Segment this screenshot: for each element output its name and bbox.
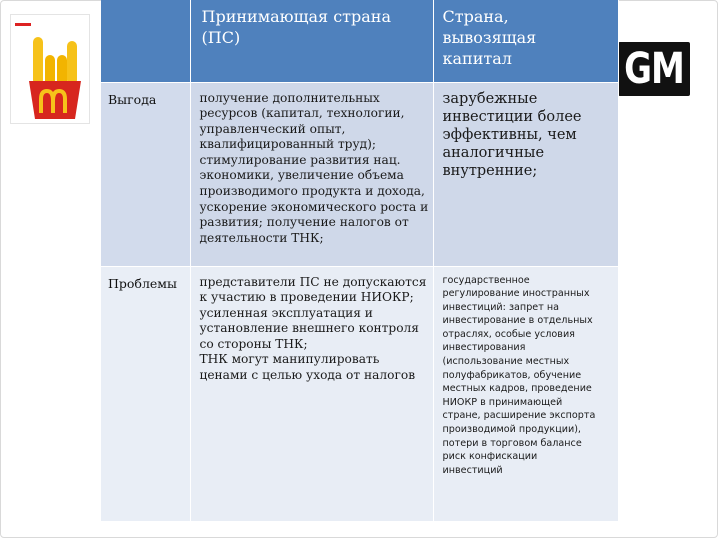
cell-line: внутренние; [442, 162, 538, 179]
header-host-line: (ПС) [201, 28, 241, 47]
cell-line: представители ПС не допускаются [199, 274, 427, 289]
cell-line: инвестирования [442, 342, 526, 354]
cell-line: регулирование иностранных [442, 288, 590, 300]
cell-line: (использование местных [442, 356, 570, 368]
cell-line: инвестиций [442, 464, 503, 476]
cell-line: усиленная эксплуатация и [199, 305, 373, 320]
cell-line: ускорение экономического роста и [199, 199, 429, 214]
table-header-row [101, 0, 618, 82]
benefit-host-cell [190, 82, 433, 266]
problems-host-cell [190, 266, 433, 521]
header-exporting-country [433, 0, 618, 82]
cell-line: риск конфискации [442, 451, 538, 463]
cell-line: стимулирование развития нац. [199, 152, 401, 167]
comparison-table [101, 0, 619, 522]
cell-line: квалифицированный труд); [199, 137, 377, 152]
gm-logo-text: GM [624, 44, 684, 94]
table-row-benefit [101, 82, 618, 266]
cell-line: зарубежные [442, 90, 538, 107]
cell-line: ТНК могут манипулировать [199, 352, 380, 367]
cell-line: эффективны, чем [442, 126, 577, 143]
cell-line: полуфабрикатов, обучение [442, 369, 582, 381]
cell-line: местных кадров, проведение [442, 383, 592, 395]
cell-line: потери в торговом балансе [442, 437, 582, 449]
cell-line: к участию в проведении НИОКР; [199, 290, 414, 305]
header-exporter-line: капитал [442, 49, 512, 68]
row-label-problems: Проблемы [108, 275, 177, 291]
header-host-line: Принимающая страна [201, 7, 391, 26]
cell-line: развития; получение налогов от [199, 215, 409, 230]
problems-exporter-cell [433, 266, 618, 521]
cell-line: инвестирование в отдельных [442, 315, 593, 327]
cell-line: государственное [442, 274, 530, 286]
benefit-exporter-cell [433, 82, 618, 266]
cell-line: получение дополнительных [199, 90, 380, 105]
cell-line: стране, расширение экспорта [442, 410, 596, 422]
cell-line: НИОКР в принимающей [442, 396, 563, 408]
cell-line: деятельности ТНК; [199, 230, 324, 245]
row-label-cell [101, 266, 190, 521]
cell-line: управленческий опыт, [199, 121, 346, 136]
cell-line: ресурсов (капитал, технологии, [199, 106, 405, 121]
cell-line: инвестиции более [442, 108, 582, 125]
mcdonalds-logo [10, 14, 90, 124]
header-host-country [190, 0, 433, 82]
fries-hand-icon [11, 15, 91, 125]
cell-line: производимой продукции), [442, 424, 581, 436]
header-empty-cell [101, 0, 190, 82]
row-label-benefit: Выгода [108, 91, 157, 107]
cell-line: со стороны ТНК; [199, 336, 308, 351]
cell-line: инвестиций: запрет на [442, 301, 559, 313]
cell-line: производимого продукта и дохода, [199, 184, 425, 199]
gm-logo [618, 42, 690, 96]
cell-line: ценами с целью ухода от налогов [199, 368, 416, 383]
table-row-problems [101, 266, 618, 521]
cell-line: установление внешнего контроля [199, 321, 419, 336]
header-exporter-line: вывозящая [442, 28, 537, 47]
cell-line: аналогичные [442, 144, 545, 161]
header-exporter-line: Страна, [442, 7, 509, 26]
cell-line: экономики, увеличение объема [199, 168, 404, 183]
cell-line: отраслях, особые условия [442, 328, 575, 340]
row-label-cell [101, 82, 190, 266]
